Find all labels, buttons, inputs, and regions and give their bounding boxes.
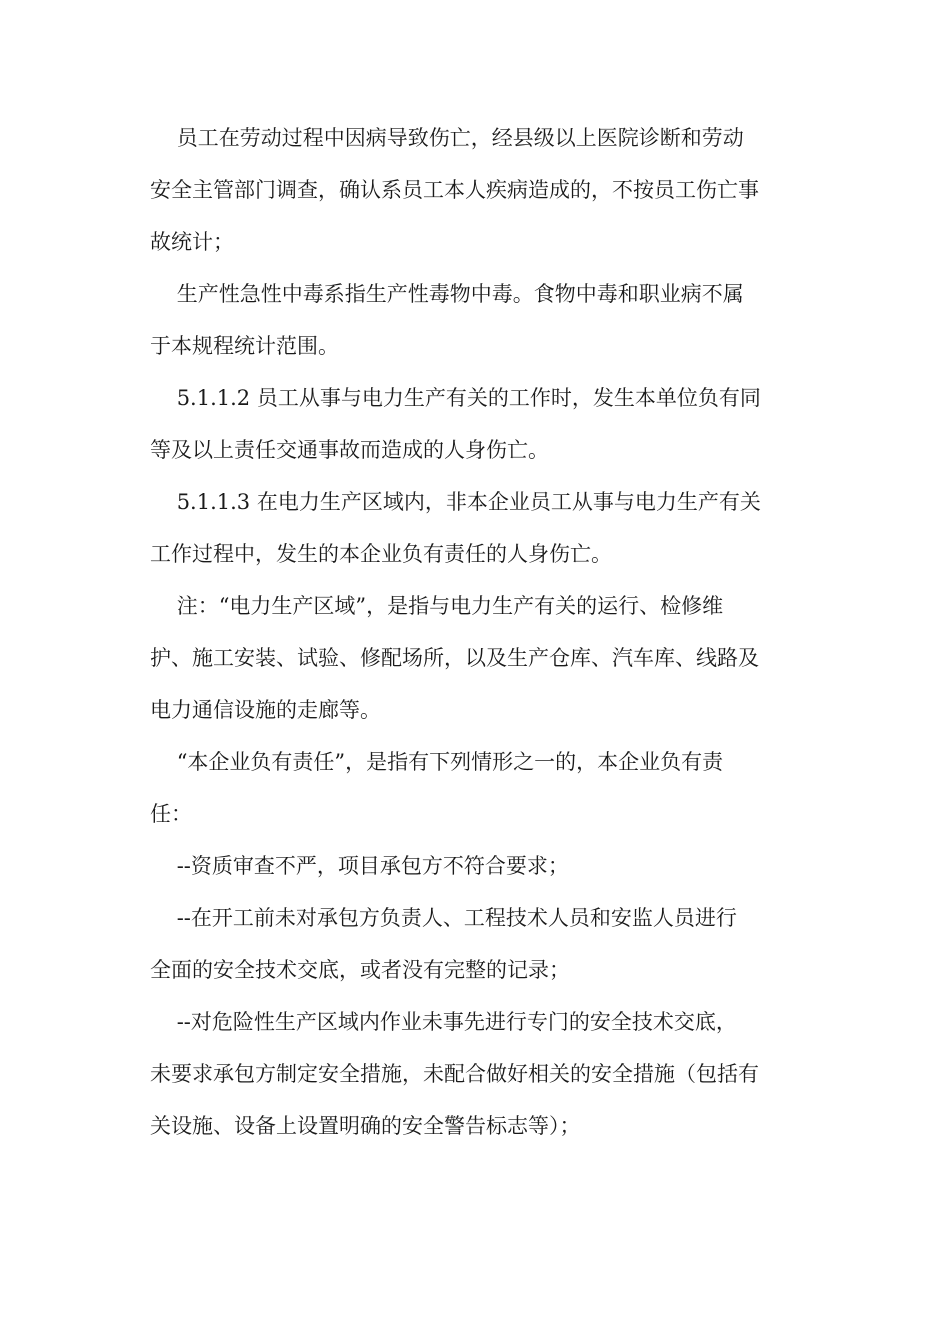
text-line: 安全主管部门调查，确认系员工本人疾病造成的，不按员工伤亡事 (150, 178, 759, 202)
text-line: 注：“电力生产区域”，是指与电力生产有关的运行、检修维 (150, 594, 724, 618)
text-line: 电力通信设施的走廊等。 (150, 698, 381, 722)
text-line: 关设施、设备上设置明确的安全警告标志等）； (150, 1114, 581, 1138)
text-line: 故统计； (150, 230, 234, 254)
text-line: 生产性急性中毒系指生产性毒物中毒。食物中毒和职业病不属 (150, 282, 744, 306)
text-line: 5.1.1.3 在电力生产区域内，非本企业员工从事与电力生产有关 (150, 490, 761, 514)
text-line: 员工在劳动过程中因病导致伤亡，经县级以上医院诊断和劳动 (150, 126, 744, 150)
text-line: 全面的安全技术交底，或者没有完整的记录； (150, 958, 570, 982)
text-line: --资质审查不严，项目承包方不符合要求； (150, 854, 569, 878)
text-line: 工作过程中，发生的本企业负有责任的人身伤亡。 (150, 542, 612, 566)
text-line: 于本规程统计范围。 (150, 334, 339, 358)
text-line: 未要求承包方制定安全措施，未配合做好相关的安全措施（包括有 (150, 1062, 759, 1086)
text-line: “本企业负有责任”，是指有下列情形之一的，本企业负有责 (150, 750, 724, 774)
text-line: 等及以上责任交通事故而造成的人身伤亡。 (150, 438, 549, 462)
document-body (150, 112, 800, 1152)
text-line: 5.1.1.2 员工从事与电力生产有关的工作时，发生本单位负有同 (150, 386, 761, 410)
text-line: 任： (150, 802, 192, 826)
text-line: --对危险性生产区域内作业未事先进行专门的安全技术交底， (150, 1010, 737, 1034)
text-line: --在开工前未对承包方负责人、工程技术人员和安监人员进行 (150, 906, 737, 930)
text-line: 护、施工安装、试验、修配场所，以及生产仓库、汽车库、线路及 (150, 646, 759, 670)
